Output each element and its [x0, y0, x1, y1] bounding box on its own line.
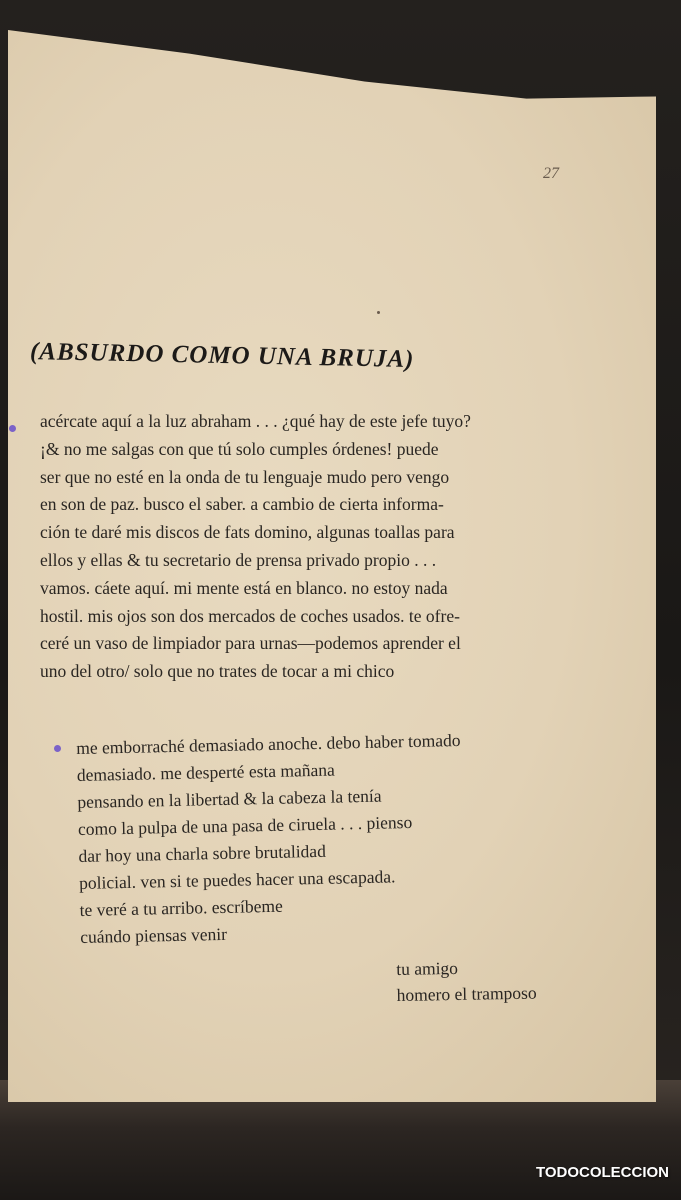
poem-line: policial. ven si te puedes hacer una escapada.: [78, 866, 396, 893]
paper-speck: [377, 311, 380, 314]
poem-line: dar hoy una charla sobre brutalidad: [78, 840, 327, 866]
watermark-logo: TODOCOLECCION: [535, 1164, 669, 1181]
paragraph-line: en son de paz. busco el saber. a cambio de cierta informa-: [40, 494, 444, 515]
poem-line: cuándo piensas venir: [80, 923, 228, 947]
paragraph-line: ¡& no me salgas con que tú solo cumples órdenes! puede: [40, 438, 439, 459]
poem-title: (ABSURDO COMO UNA BRUJA): [29, 338, 415, 374]
poem-verses: [76, 725, 560, 951]
paragraph-line: uno del otro/ solo que no trates de tocar a mi chico: [40, 661, 395, 682]
bullet-dot-icon: [9, 425, 16, 432]
signature-line: tu amigo: [396, 957, 459, 979]
signature-block: [396, 954, 537, 1008]
paragraph-line: vamos. cáete aquí. mi mente está en blanco. no estoy nada: [40, 577, 448, 598]
signature-line: homero el tramposo: [396, 982, 537, 1005]
poem-line: me emborraché demasiado anoche. debo haber tomado: [76, 729, 461, 758]
paragraph-line: ción te daré mis discos de fats domino, algunas toallas para: [40, 522, 455, 543]
page-number: 27: [543, 165, 559, 182]
paragraph-line: ser que no esté en la onda de tu lenguaje mudo pero vengo: [40, 466, 450, 487]
paragraph-line: ellos y ellas & tu secretario de prensa privado propio . . .: [40, 549, 437, 570]
paragraph-line: ceré un vaso de limpiador para urnas—podemos aprender el: [40, 633, 461, 654]
paragraph-line: acércate aquí a la luz abraham . . . ¿qué hay de este jefe tuyo?: [40, 411, 471, 431]
bullet-dot-icon: [54, 745, 61, 752]
prose-paragraph: [40, 408, 560, 686]
poem-line: como la pulpa de una pasa de ciruela . . . pienso: [77, 811, 413, 839]
poem-line: demasiado. me desperté esta mañana: [76, 759, 336, 785]
poem-line: pensando en la libertad & la cabeza la tenía: [77, 785, 382, 812]
poem-line: te veré a tu arribo. escríbeme: [79, 895, 283, 920]
paragraph-line: hostil. mis ojos son dos mercados de coches usados. te ofre-: [40, 605, 460, 626]
